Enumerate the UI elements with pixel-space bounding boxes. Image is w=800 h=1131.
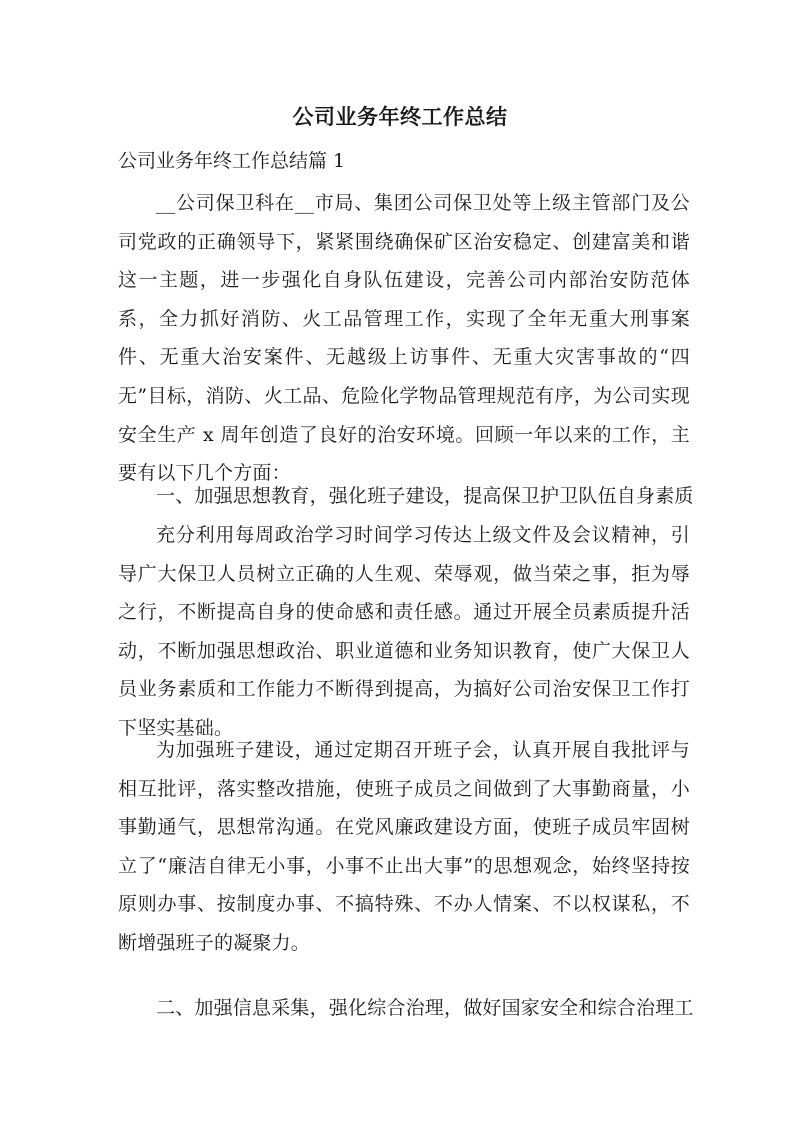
paragraph-education: 充分利用每周政治学习时间学习传达上级文件及会议精神，引导广大保卫人员树立正确的人生观、荣辱观，做当荣之事，拒为辱之行，不断提高自身的使命感和责任感。通过开展全员素质提升活动，不断加强思想政治、职业道德和业务知识教育，使广大保卫人员业务素质和工作能力不断得到提高，为搞好公司治安保卫工作打下坚实基础。 (118, 524, 690, 739)
section-heading-2: 二、加强信息采集，强化综合治理，做好国家安全和综合治理工 (156, 997, 694, 1019)
document-subtitle: 公司业务年终工作总结篇 1 (118, 150, 346, 172)
document-title: 公司业务年终工作总结 (292, 104, 508, 129)
paragraph-team-building: 为加强班子建设，通过定期召开班子会，认真开展自我批评与相互批评，落实整改措施，使班子成员之间做到了大事勤商量，小事勤通气，思想常沟通。在党风廉政建设方面，使班子成员牢固树立了“廉洁自律无小事，小事不止出大事”的思想观念，始终坚持按原则办事、按制度办事、不搞特殊、不办人情案、不以权谋私，不断增强班子的凝聚力。 (118, 739, 690, 954)
section-heading-1: 一、加强思想教育，强化班子建设，提高保卫护卫队伍自身素质 (156, 485, 694, 507)
paragraph-intro: __公司保卫科在__市局、集团公司保卫处等上级主管部门及公司党政的正确领导下，紧紧围绕确保矿区治安稳定、创建富美和谐这一主题，进一步强化自身队伍建设，完善公司内部治安防范体系，全力抓好消防、火工品管理工作，实现了全年无重大刑事案件、无重大治安案件、无越级上访事件、无重大灾害事故的“四无”目标，消防、火工品、危险化学物品管理规范有序，为公司实现安全生产 x 周年创造了良好的治安环境。回顾一年以来的工作，主要有以下几个方面： (118, 192, 690, 485)
